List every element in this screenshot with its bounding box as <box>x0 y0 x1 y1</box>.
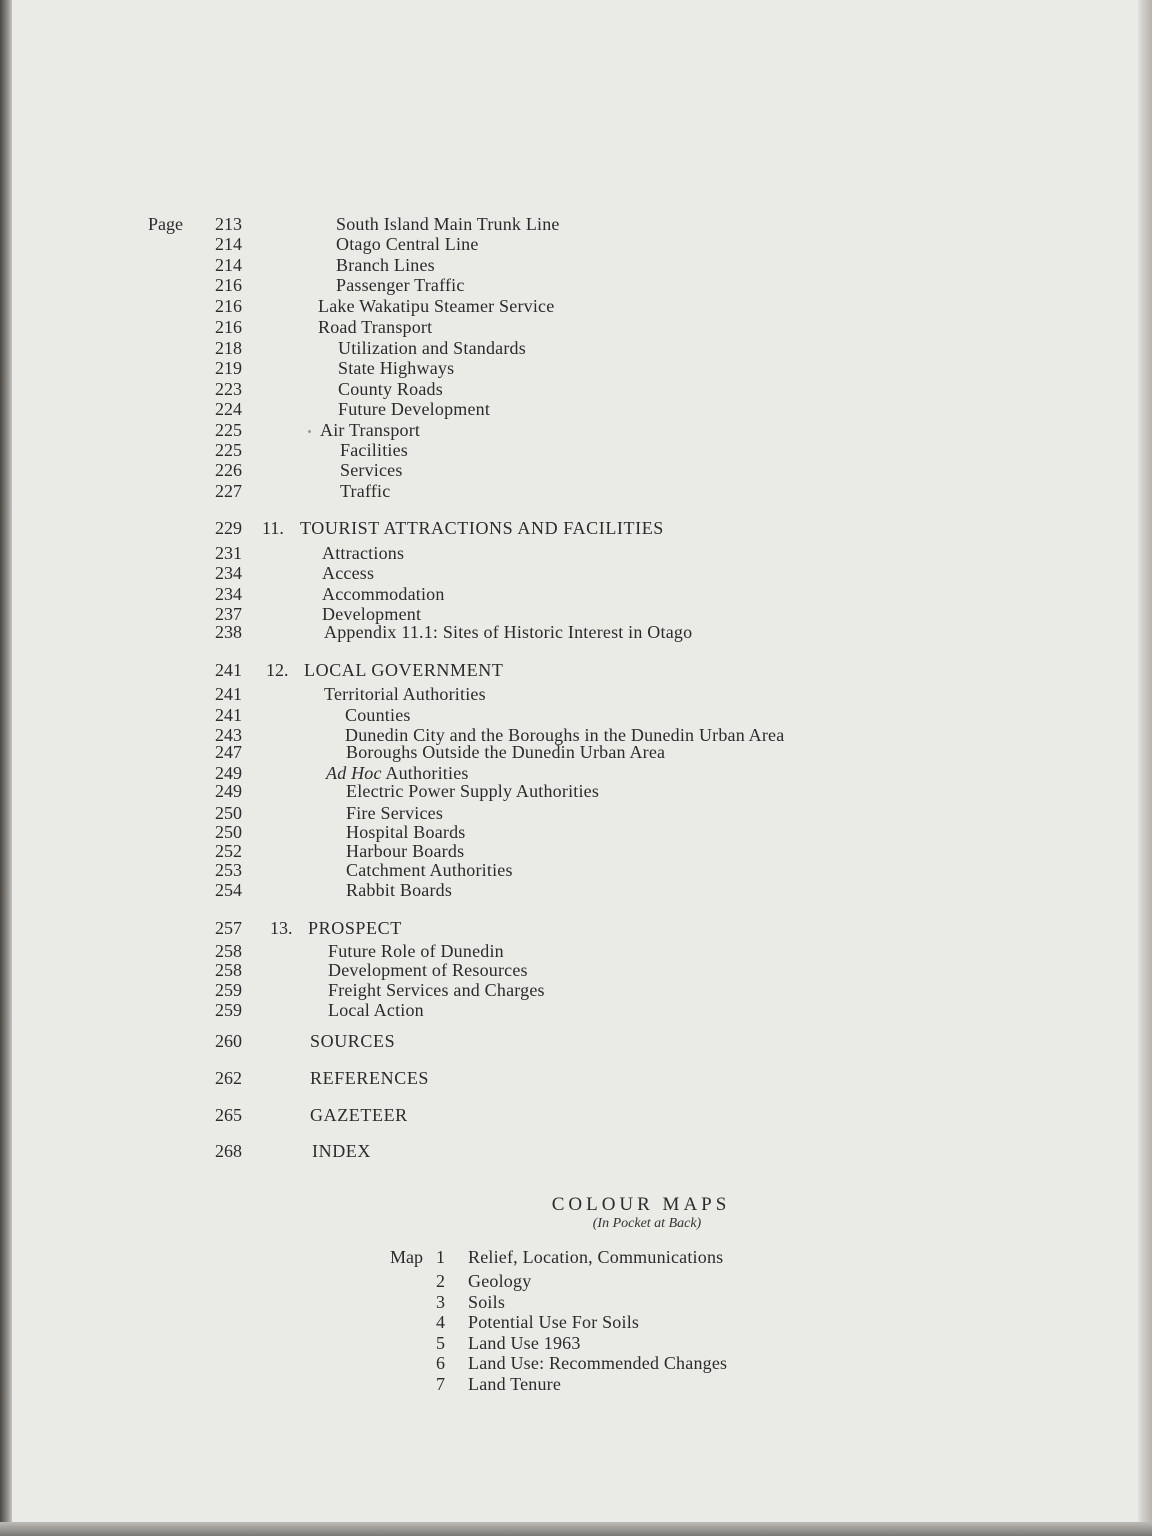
map-title: Relief, Location, Communications <box>468 1247 724 1267</box>
map-number: 4 <box>436 1312 445 1332</box>
toc-row <box>0 481 1000 502</box>
page-number: 249 <box>215 781 242 801</box>
toc-entry: Air Transport <box>320 420 421 440</box>
page-number: 241 <box>215 660 242 680</box>
page-number: 253 <box>215 860 242 880</box>
toc-entry: Access <box>322 563 375 583</box>
page-number: 262 <box>215 1068 242 1088</box>
toc-entry: Future Role of Dunedin <box>328 941 504 961</box>
toc-entry: Lake Wakatipu Steamer Service <box>318 296 555 316</box>
toc-entry: Utilization and Standards <box>338 338 526 358</box>
page-number: 265 <box>215 1105 242 1125</box>
page-number: 225 <box>215 420 242 440</box>
map-number: 6 <box>436 1353 445 1373</box>
colour-maps-subheading: (In Pocket at Back) <box>592 1216 702 1231</box>
page-number: 250 <box>215 822 242 842</box>
page-number: 219 <box>215 358 242 378</box>
toc-entry: PROSPECT <box>308 918 402 938</box>
toc-entry-italic: Ad Hoc <box>326 763 382 783</box>
toc-row <box>0 338 1000 359</box>
page-number: 241 <box>215 705 242 725</box>
chapter-number: 12. <box>266 660 289 680</box>
colour-map-row <box>0 1333 1000 1354</box>
toc-row <box>0 941 1000 962</box>
map-title: Potential Use For Soils <box>468 1312 640 1332</box>
toc-entry: TOURIST ATTRACTIONS AND FACILITIES <box>300 518 664 538</box>
toc-entry: LOCAL GOVERNMENT <box>304 660 504 680</box>
toc-entry: Accommodation <box>322 584 445 604</box>
map-number: 1 <box>436 1247 445 1267</box>
toc-entry: Development <box>322 604 422 624</box>
chapter-number: 13. <box>270 918 293 938</box>
toc-row <box>0 317 1000 338</box>
page-number: 216 <box>215 275 242 295</box>
page-number: 216 <box>215 317 242 337</box>
map-title: Land Tenure <box>468 1374 562 1394</box>
toc-entry: Local Action <box>328 1000 424 1020</box>
toc-chapter-row <box>0 918 1000 939</box>
page-number: 243 <box>215 725 242 745</box>
toc-row <box>0 358 1000 379</box>
colour-map-row <box>0 1271 1000 1292</box>
toc-entry-text: Authorities <box>385 763 469 783</box>
toc-row <box>0 980 1000 1001</box>
toc-row <box>0 399 1000 420</box>
toc-entry: Road Transport <box>318 317 433 337</box>
map-label: Map <box>390 1247 423 1267</box>
page-number: 260 <box>215 1031 242 1051</box>
toc-entry: INDEX <box>312 1141 371 1161</box>
colour-maps-heading: COLOUR MAPS <box>551 1194 731 1215</box>
toc-chapter-row <box>0 1105 1000 1126</box>
toc-row <box>0 296 1000 317</box>
toc-chapter-row <box>0 1141 1000 1162</box>
page-number: 227 <box>215 481 242 501</box>
page-number: 259 <box>215 980 242 1000</box>
toc-row <box>0 543 1000 564</box>
page-number: 250 <box>215 803 242 823</box>
page-number: 238 <box>215 622 242 642</box>
toc-entry: Otago Central Line <box>336 234 479 254</box>
toc-row <box>0 742 1000 763</box>
toc-entry: SOURCES <box>310 1031 396 1051</box>
toc-row <box>0 440 1000 461</box>
page-number: 229 <box>215 518 242 538</box>
toc-entry: Appendix 11.1: Sites of Historic Interest in Otago <box>324 622 693 642</box>
toc-row <box>0 584 1000 605</box>
toc-entry: Services <box>340 460 403 480</box>
map-title: Land Use: Recommended Changes <box>468 1353 728 1373</box>
page-number: 223 <box>215 379 242 399</box>
toc-row <box>0 460 1000 481</box>
map-title: Land Use 1963 <box>468 1333 581 1353</box>
toc-entry: Rabbit Boards <box>346 880 453 900</box>
page-number: 249 <box>215 763 242 783</box>
toc-entry: Hospital Boards <box>346 822 466 842</box>
map-number: 3 <box>436 1292 445 1312</box>
toc-row <box>0 234 1000 255</box>
toc-entry: Future Development <box>338 399 491 419</box>
chapter-number: 11. <box>262 518 284 538</box>
page-number: 218 <box>215 338 242 358</box>
page-number: 252 <box>215 841 242 861</box>
toc-row <box>0 781 1000 802</box>
page-number: 259 <box>215 1000 242 1020</box>
page-number: 247 <box>215 742 242 762</box>
map-title: Soils <box>468 1292 506 1312</box>
page-number: 234 <box>215 584 242 604</box>
toc-entry: Branch Lines <box>336 255 435 275</box>
toc-entry: GAZETEER <box>310 1105 408 1125</box>
page-number: 213 <box>215 214 242 234</box>
toc-row <box>0 214 1000 235</box>
page-number: 254 <box>215 880 242 900</box>
toc-row <box>0 563 1000 584</box>
toc-row <box>0 860 1000 881</box>
page-number: 268 <box>215 1141 242 1161</box>
page-number: 257 <box>215 918 242 938</box>
colour-map-row <box>0 1353 1000 1374</box>
toc-chapter-row <box>0 1031 1000 1052</box>
toc-row <box>0 822 1000 843</box>
toc-row <box>0 275 1000 296</box>
page-number: 234 <box>215 563 242 583</box>
toc-chapter-row <box>0 518 1000 539</box>
toc-entry: Territorial Authorities <box>324 684 486 704</box>
toc-entry: Boroughs Outside the Dunedin Urban Area <box>346 742 666 762</box>
toc-row <box>0 255 1000 276</box>
page-number: 224 <box>215 399 242 419</box>
page-number: 258 <box>215 941 242 961</box>
map-number: 7 <box>436 1374 445 1394</box>
colour-map-row <box>0 1292 1000 1313</box>
toc-entry: State Highways <box>338 358 455 378</box>
page-number: 225 <box>215 440 242 460</box>
colour-map-row <box>0 1247 1000 1268</box>
toc-entry: Electric Power Supply Authorities <box>346 781 600 801</box>
toc-entry: Counties <box>345 705 411 725</box>
toc-chapter-row <box>0 1068 1000 1089</box>
page-number: 216 <box>215 296 242 316</box>
page-number: 241 <box>215 684 242 704</box>
toc-row <box>0 705 1000 726</box>
toc-row <box>0 960 1000 981</box>
map-number: 2 <box>436 1271 445 1291</box>
colour-map-row <box>0 1374 1000 1395</box>
toc-entry: Traffic <box>340 481 391 501</box>
toc-row <box>0 684 1000 705</box>
page-number: 214 <box>215 255 242 275</box>
toc-row <box>0 841 1000 862</box>
toc-entry: Facilities <box>340 440 408 460</box>
colour-map-row <box>0 1312 1000 1333</box>
toc-entry: Fire Services <box>346 803 444 823</box>
toc-row <box>0 1000 1000 1021</box>
toc-entry: Dunedin City and the Boroughs in the Dunedin Urban Area <box>345 725 785 745</box>
toc-entry: Freight Services and Charges <box>328 980 545 1000</box>
page-number: 214 <box>215 234 242 254</box>
toc-entry: County Roads <box>338 379 443 399</box>
map-title: Geology <box>468 1271 532 1291</box>
page-number: 226 <box>215 460 242 480</box>
map-number: 5 <box>436 1333 445 1353</box>
toc-row <box>0 803 1000 824</box>
toc-entry: Harbour Boards <box>346 841 465 861</box>
toc-row <box>0 420 1000 441</box>
page-number: 258 <box>215 960 242 980</box>
page-number: 231 <box>215 543 242 563</box>
toc-entry: REFERENCES <box>310 1068 430 1088</box>
toc-entry: Development of Resources <box>328 960 528 980</box>
toc-chapter-row <box>0 660 1000 681</box>
toc-entry: Passenger Traffic <box>336 275 465 295</box>
toc-row <box>0 622 1000 643</box>
toc-entry: Catchment Authorities <box>346 860 513 880</box>
toc-entry: South Island Main Trunk Line <box>336 214 560 234</box>
page-number: 237 <box>215 604 242 624</box>
page-label: Page <box>148 214 183 234</box>
toc-entry: Attractions <box>322 543 405 563</box>
toc-row <box>0 379 1000 400</box>
toc-row <box>0 880 1000 901</box>
